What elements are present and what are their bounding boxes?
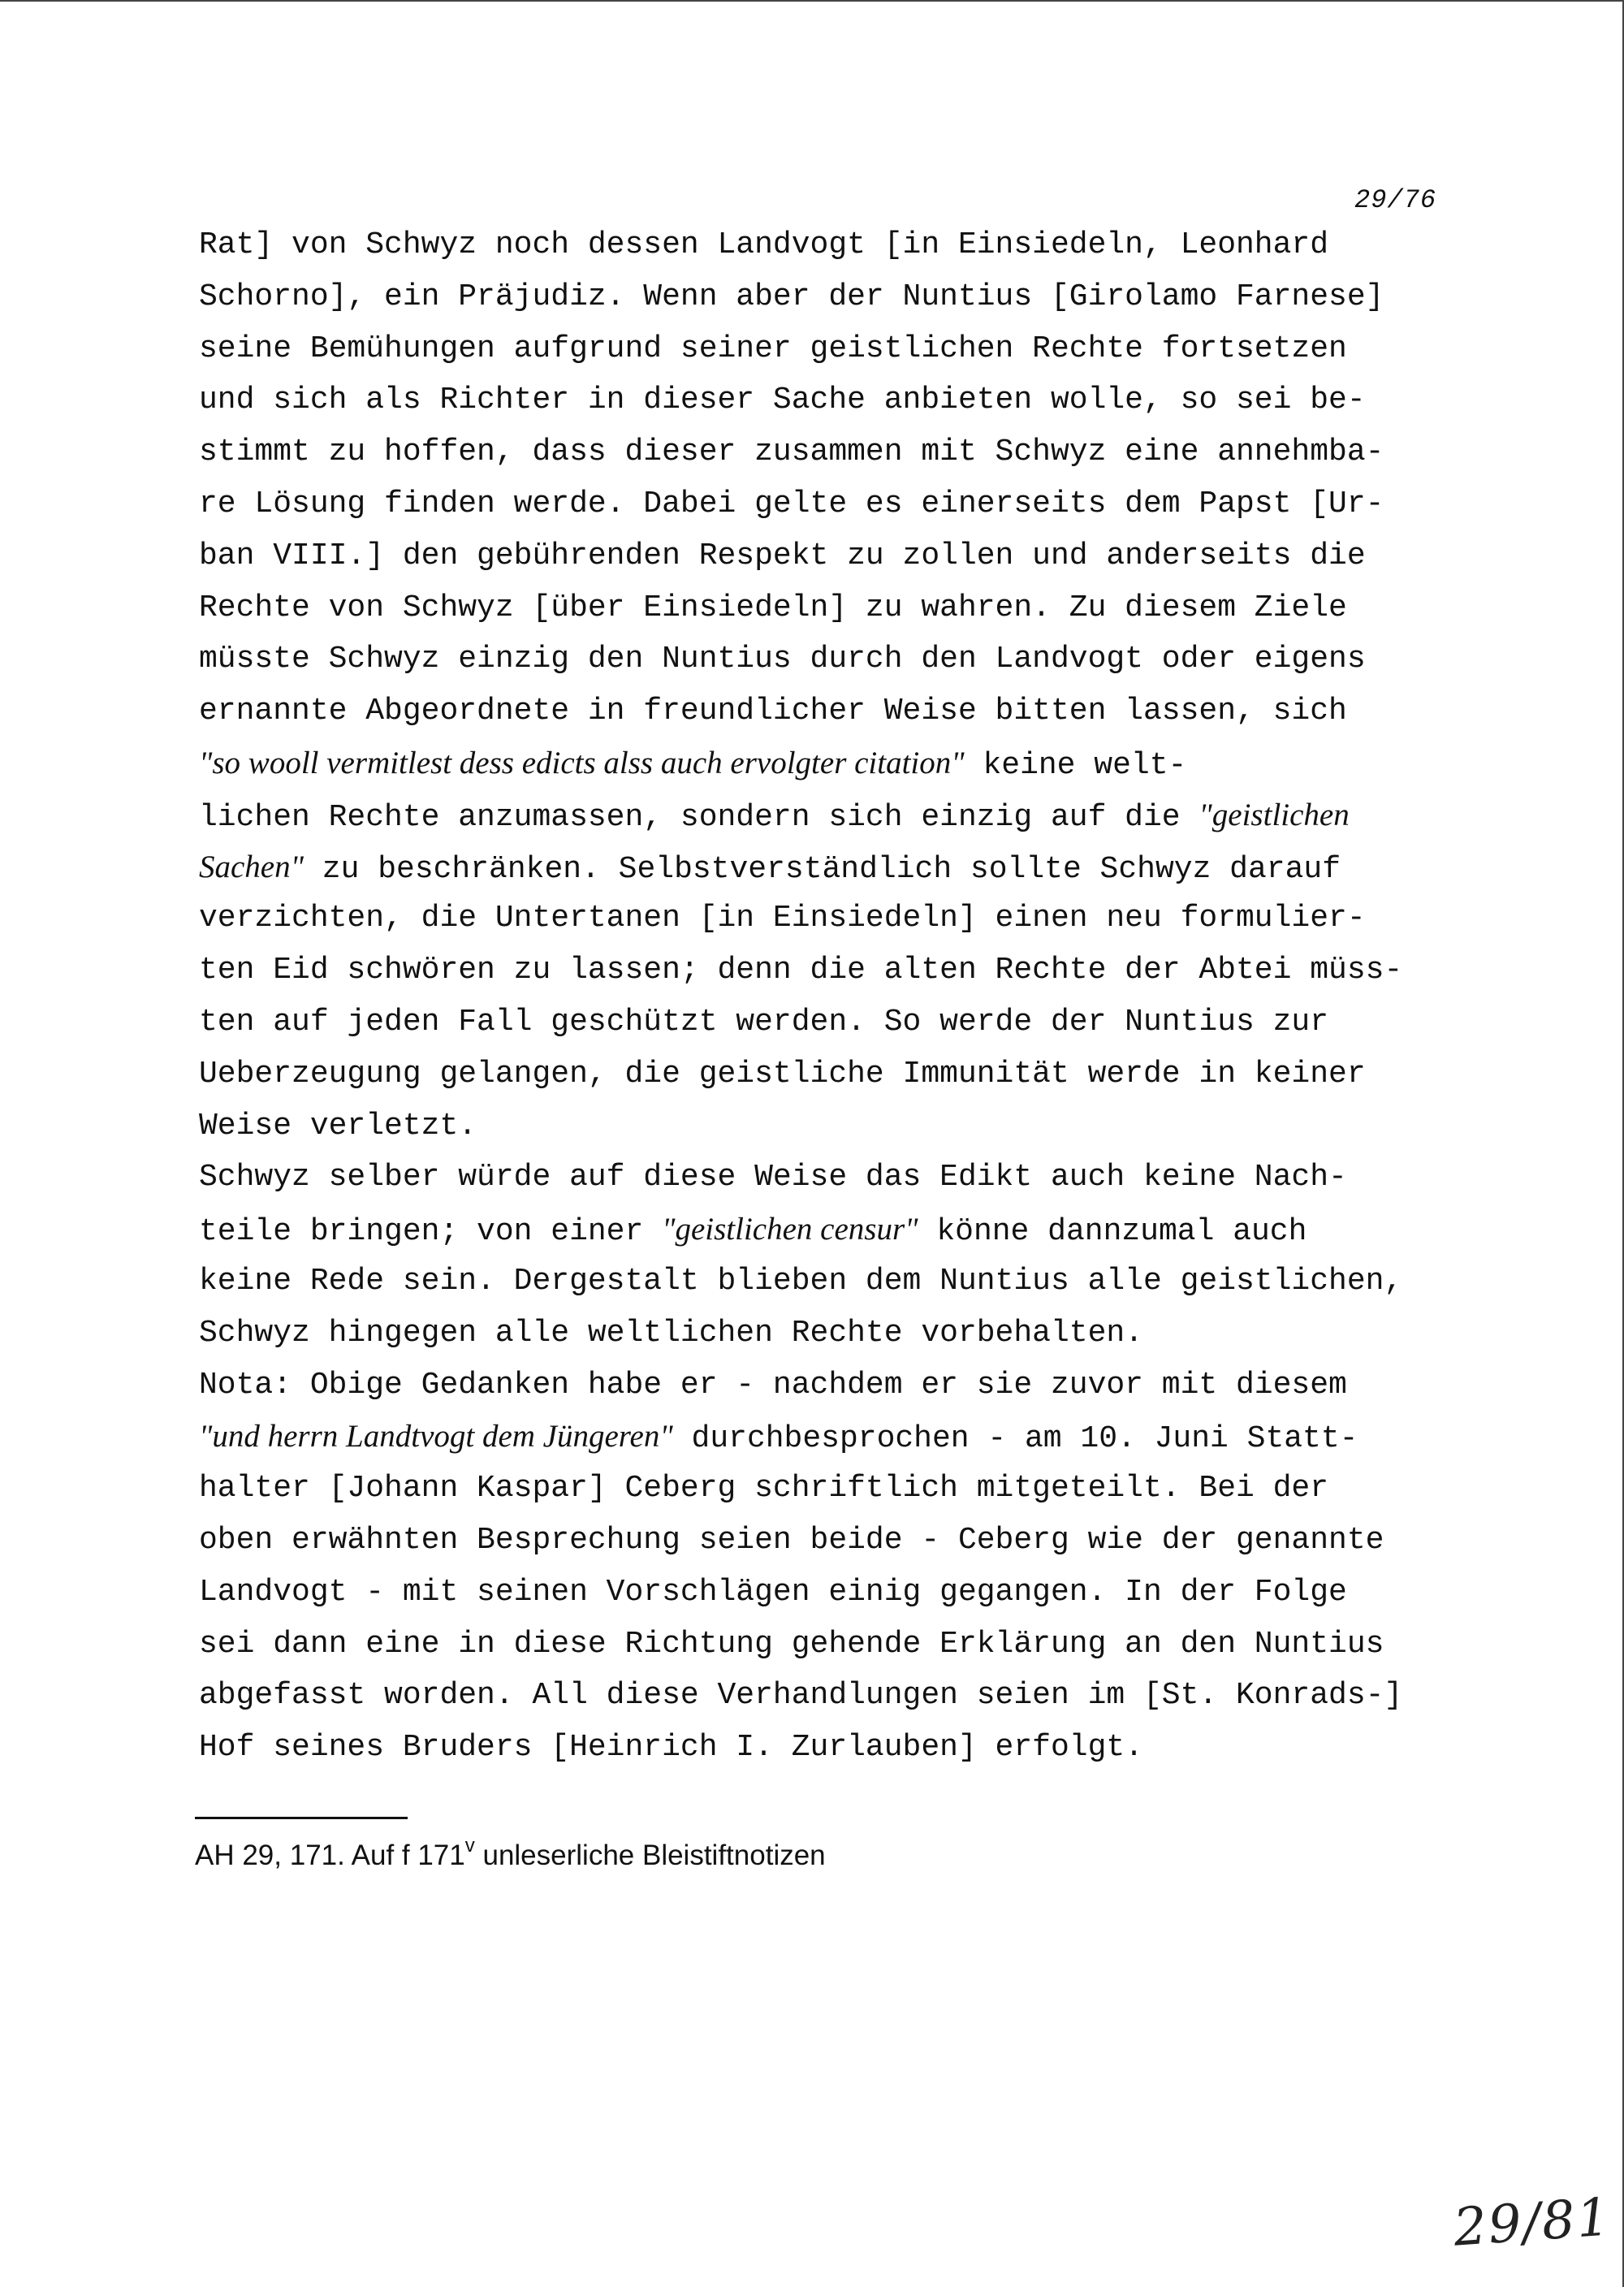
text-segment: sei dann eine in diese Richtung gehende Erklärung an den Nuntius (199, 1626, 1384, 1662)
text-segment: Schwyz hingegen alle weltlichen Rechte vorbehalten. (199, 1315, 1143, 1351)
text-line (199, 1463, 1482, 1515)
text-line (199, 1567, 1482, 1619)
text-line (199, 271, 1482, 323)
footnote-prefix: AH 29, 171. Auf f 171 (195, 1840, 465, 1871)
text-line (199, 1360, 1482, 1412)
text-line (199, 997, 1482, 1048)
text-segment: seine Bemühungen aufgrund seiner geistlichen Rechte fortsetzen (199, 331, 1347, 366)
text-segment: zu beschränken. Selbstverständlich sollte Schwyz darauf (304, 851, 1341, 887)
text-line (199, 1411, 1482, 1463)
text-segment: Schorno], ein Präjudiz. Wenn aber der Nuntius [Girolamo Farnese] (199, 279, 1384, 314)
text-line (199, 1152, 1482, 1204)
text-segment: verzichten, die Untertanen [in Einsiedeln] einen neu formulier- (199, 901, 1366, 936)
text-segment: stimmt zu hoffen, dass dieser zusammen mit Schwyz eine annehmba- (199, 434, 1384, 470)
text-line (199, 737, 1482, 789)
text-line (199, 1256, 1482, 1308)
text-segment: Landvogt - mit seinen Vorschlägen einig gegangen. In der Folge (199, 1574, 1347, 1610)
text-segment: Weise verletzt. (199, 1108, 477, 1144)
text-segment: Hof seines Bruders [Heinrich I. Zurlauben] erfolgt. (199, 1730, 1143, 1766)
text-segment: ten Eid schwören zu lassen; denn die alten Rechte der Abtei müss- (199, 953, 1403, 988)
footnote (195, 1837, 826, 1874)
text-line (199, 893, 1482, 945)
text-segment: oben erwähnten Besprechung seien beide - Ceberg wie der genannte (199, 1522, 1384, 1558)
text-segment: Rat] von Schwyz noch dessen Landvogt [in Einsiedeln, Leonhard (199, 227, 1329, 262)
text-segment: durchbesprochen - am 10. Juni Statt- (672, 1421, 1358, 1457)
footnote-superscript: v (464, 1835, 475, 1857)
text-segment: halter [Johann Kaspar] Ceberg schriftlich mitgeteilt. Bei der (199, 1471, 1329, 1507)
text-line (199, 1619, 1482, 1671)
handwritten-page-number: 29/81 (1451, 2187, 1613, 2259)
text-segment: Schwyz selber würde auf diese Weise das Edikt auch keine Nach- (199, 1160, 1347, 1195)
text-line (199, 1100, 1482, 1152)
text-line (199, 530, 1482, 582)
text-line (199, 633, 1482, 685)
text-line (199, 789, 1482, 841)
text-line (199, 323, 1482, 375)
text-segment: abgefasst worden. All diese Verhandlungen seien im [St. Konrads-] (199, 1678, 1403, 1714)
text-line (199, 1722, 1482, 1774)
quoted-italic-text: Sachen" (199, 849, 304, 884)
text-segment: Rechte von Schwyz [über Einsiedeln] zu wahren. Zu diesem Ziele (199, 590, 1347, 625)
footnote-suffix: unleserliche Bleistiftnotizen (474, 1840, 826, 1871)
quoted-italic-text: "geistlichen (1199, 797, 1350, 832)
text-segment: ernannte Abgeordnete in freundlicher Weise bitten lassen, sich (199, 694, 1347, 729)
text-segment: teile bringen; von einer (199, 1214, 663, 1250)
text-segment: ten auf jeden Fall geschützt werden. So werde der Nuntius zur (199, 1004, 1329, 1040)
text-line (199, 1670, 1482, 1722)
page-border-top (0, 0, 1624, 2)
text-segment: keine welt- (964, 747, 1187, 783)
text-segment: keine Rede sein. Dergestalt blieben dem Nuntius alle geistlichen, (199, 1263, 1403, 1299)
quoted-italic-text: "und herrn Landtvogt dem Jüngeren" (199, 1419, 673, 1455)
text-segment: könne dannzumal auch (918, 1214, 1307, 1250)
text-segment: Ueberzeugung gelangen, die geistliche Immunität werde in keiner (199, 1056, 1366, 1092)
body-text (199, 219, 1482, 1774)
text-segment: Nota: Obige Gedanken habe er - nachdem er sie zuvor mit diesem (199, 1367, 1347, 1403)
text-line (199, 945, 1482, 997)
footnote-rule (195, 1817, 408, 1819)
text-line (199, 1048, 1482, 1100)
text-segment: lichen Rechte anzumassen, sondern sich einzig auf die (199, 799, 1199, 835)
text-line (199, 219, 1482, 271)
quoted-italic-text: "so wooll vermitlest dess edicts alss auch ervolgter citation" (199, 745, 965, 780)
text-line (199, 685, 1482, 737)
page-number: 29/76 (1354, 185, 1437, 215)
quoted-italic-text: "geistlichen censur" (662, 1212, 918, 1247)
text-line (199, 374, 1482, 426)
text-line (199, 478, 1482, 530)
text-line (199, 1515, 1482, 1567)
text-line (199, 841, 1482, 893)
text-line (199, 426, 1482, 478)
text-segment: re Lösung finden werde. Dabei gelte es einerseits dem Papst [Ur- (199, 486, 1384, 521)
text-segment: und sich als Richter in dieser Sache anbieten wolle, so sei be- (199, 383, 1366, 418)
text-segment: ban VIII.] den gebührenden Respekt zu zollen und anderseits die (199, 538, 1366, 573)
text-line (199, 582, 1482, 634)
text-line (199, 1308, 1482, 1360)
text-segment: müsste Schwyz einzig den Nuntius durch den Landvogt oder eigens (199, 642, 1366, 677)
text-line (199, 1204, 1482, 1256)
